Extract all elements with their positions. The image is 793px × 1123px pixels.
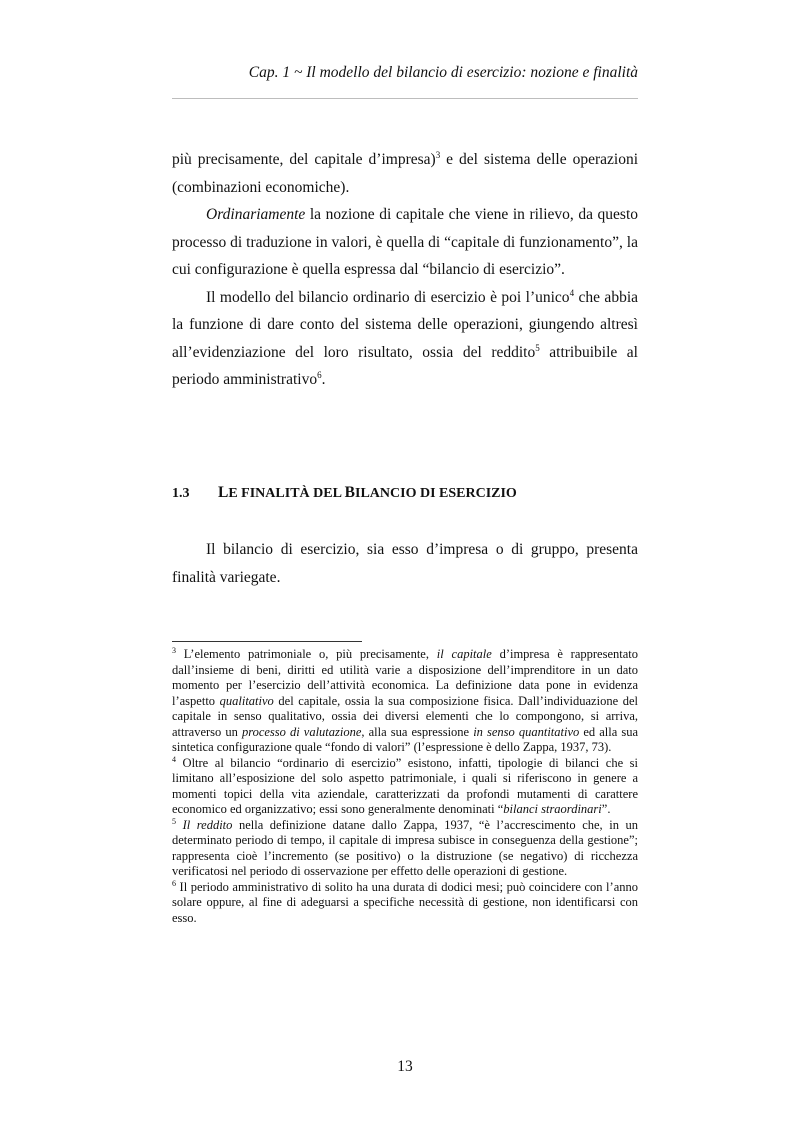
footnote-ref-4[interactable]: 4	[569, 287, 575, 298]
section-heading	[172, 484, 638, 502]
footnote-ref-6[interactable]: 6	[317, 370, 322, 380]
emphasis: Ordinariamente	[206, 206, 306, 223]
section-title: LE FINALITÀ DEL BILANCIO DI ESERCIZIO	[218, 484, 517, 501]
running-header	[172, 64, 638, 82]
main-text	[172, 146, 638, 394]
paragraph-1: più precisamente, del capitale d’impresa)$^3$ e del sistema delle operazioni (combinazioni economiche).	[172, 150, 638, 196]
footnote-6: $^6$ Il periodo amministrativo di solito ha una durata di dodici mesi; può coincidere con l’anno solare oppure, al fine di adeguarsi a specifiche necessità di gestione, non identificarsi con esso.	[172, 878, 638, 925]
footnote-3: $^3$ L’elemento patrimoniale o, più precisamente, il capitale d’impresa è rappresentato dall’insieme di beni, diritti ed utilità varie a disposizione dell’imprenditore in un dato momento per l’esercizio dell’attività economica. La definizione data pone in evidenza l’aspetto qualitativo del capitale, ossia la sua composizione fisica. Dall’individuazione del capitale in senso qualitativo, ossia dei diversi elementi che lo compongono, si arriva, attraverso un processo di valutazione, alla sua espressione in senso quantitativo ed alla sua sintetica configurazione quale “fondo di valori” (l’espressione è dello Zappa, 1937, 73).	[172, 646, 639, 754]
footnotes	[172, 647, 638, 926]
paragraph-2: Ordinariamente la nozione di capitale che viene in rilievo, da questo processo di traduzione in valori, è quella di “capitale di funzionamento”, la cui configurazione è quella espressa dal “bilancio di esercizio”.	[172, 206, 638, 278]
footnote-ref-3[interactable]: 3	[435, 150, 441, 160]
section-text	[172, 536, 638, 591]
footnote-5: $^5$ Il reddito nella definizione datane dallo Zappa, 1937, “è l’accrescimento che, in un determinato periodo di tempo, il capitale di impresa subisce in conseguenza della gestione”; rappresenta cioè l’incremento (se positivo) o la distruzione (se negativo) di ricchezza verificatosi nel periodo di osservazione per effetto delle operazioni di gestione.	[172, 816, 639, 878]
page-number: 13	[397, 1058, 413, 1075]
header-divider	[172, 98, 638, 99]
section-number: 1.3	[172, 486, 190, 501]
footnote-4: $^4$ Oltre al bilancio “ordinario di esercizio” esistono, infatti, tipologie di bilanci che si limitano all’esposizione del solo aspetto patrimoniale, i quali si riferiscono in genere a momenti topici della vita aziendale, caratterizzati da profondi mutamenti di carattere economico ed organizzativo; essi sono generalmente denominati “bilanci straordinari”.	[172, 754, 638, 816]
section-paragraph: Il bilancio di esercizio, sia esso d’impresa o di gruppo, presenta finalità variegate.	[172, 541, 638, 586]
paragraph-3: Il modello del bilancio ordinario di esercizio è poi l’unico$^4$ che abbia la funzione di dare conto del sistema delle operazioni, giungendo altresì all’evidenziazione del loro risultato, ossia del reddito$^5$ attribuibile al periodo amministrativo$^6$.	[172, 287, 639, 388]
running-title: Cap. 1 ~ Il modello del bilancio di esercizio: nozione e finalità	[248, 64, 638, 81]
footnote-divider	[172, 641, 362, 642]
footnote-ref-5[interactable]: 5	[535, 342, 540, 353]
